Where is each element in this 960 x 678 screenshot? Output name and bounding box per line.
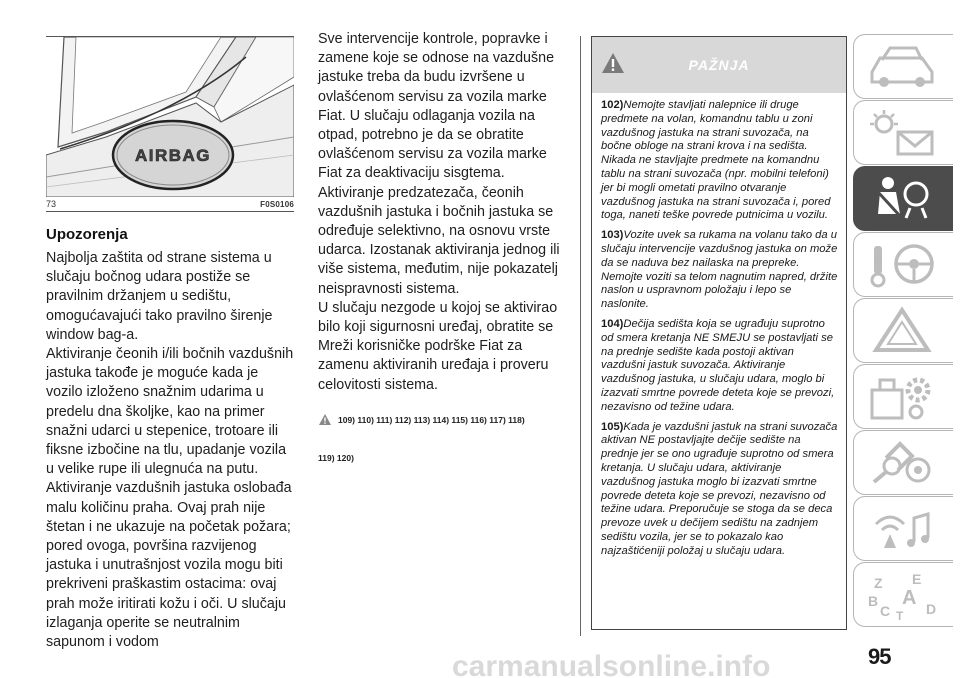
tab-seatbelt-airbag[interactable] xyxy=(853,166,953,231)
warning-item xyxy=(601,99,838,223)
paragraph: Sve intervencije kontrole, popravke i zamene koje se odnose na vazdušne jastuke treba da budu izvršene u ovlašćenom servisu za vozila marke Fiat. U slučaju odlaganja vozila na otpad, potrebno je da se obratite ovlašćenom servisu za vozila marke Fiat za deaktivaciju sisgtema. xyxy=(318,31,555,182)
figure-caption xyxy=(46,197,294,212)
column2-body-text xyxy=(318,30,570,395)
warning-item-number: 104) xyxy=(601,317,624,330)
svg-text:T: T xyxy=(896,609,904,620)
column1-body-text xyxy=(46,249,296,652)
airbag-badge-text: AIRBAG xyxy=(134,146,212,165)
svg-text:A: A xyxy=(902,587,917,609)
index-letters-icon xyxy=(866,570,942,620)
paragraph: U slučaju nezgode u kojoj se aktivirao bilo koji sigurnosni uređaj, obratite se Mreži korisničke podrške Fiat za zamenu aktiviranih uređaja i proveru celovitosti sistema. xyxy=(318,299,558,393)
tab-technical-data[interactable] xyxy=(853,430,953,495)
paragraph: Aktiviranje čeonih i/ili bočnih vazdušnih jastuka takođe je moguće kada je vozilo izloženo snažnim udarima u predelu dna školjke, kao na primer snažni udarci u stepenice, trotoare ili fiksne izbočine na tlu, upadanje vozila u velike rupe ili ulegnuća na putu. xyxy=(46,346,294,478)
svg-text:Z: Z xyxy=(874,575,883,591)
section-title: Upozorenja xyxy=(46,226,128,243)
paragraph: Aktiviranje vazdušnih jastuka oslobađa malu količinu praha. Ovaj prah nije štetan i ne ukazuje na početak požara; pored ovoga, površina razvijenog jastuka i unutrašnjost vozila mogu biti prekriveni praškastim ostacima: ovaj prah može iritirati kožu i oči. U slučaju izlaganja operite se neutralnim sapunom i vodom xyxy=(46,480,292,651)
page-number: 95 xyxy=(868,644,891,669)
airbag-figure xyxy=(46,37,294,197)
left-column xyxy=(46,36,296,652)
warning-item xyxy=(601,421,838,559)
multimedia-icon xyxy=(866,504,942,554)
tab-emergency[interactable] xyxy=(853,298,953,363)
warning-box-title: PAŽNJA xyxy=(688,57,750,73)
warning-item-number: 102) xyxy=(601,99,624,111)
warning-item-number: 103) xyxy=(601,229,624,242)
tab-maintenance[interactable] xyxy=(853,364,953,429)
reference-numbers-line2: 119) 120) xyxy=(318,452,354,463)
tab-warning-lights[interactable] xyxy=(853,100,953,165)
key-steering-icon xyxy=(866,240,942,290)
figure-code: F0S0106 xyxy=(260,200,294,209)
warning-box xyxy=(591,36,847,630)
tab-multimedia[interactable] xyxy=(853,496,953,561)
reference-list xyxy=(318,407,570,465)
svg-text:B: B xyxy=(868,593,879,609)
warning-item-text: Kada je vazdušni jastuk na strani suvozača aktivan NE postavljajte dečije sedište na prednje jer se ono ugrađuje suprotno od smera kretanja. U slučaju udara, aktiviranje vazdušnog jastuka moglo bi izazvati smrtne povrede deteta koje se prevozi, nezavisno od težine udara. Preporučuje se stoga da se deca prevoze uvek u dečijem sedištu na zadnjem sedištu vozila, jer se to pokazalo kao najzaštićeniji položaj u slučaju udara. xyxy=(601,420,838,557)
tab-key-steering[interactable] xyxy=(853,232,953,297)
car-dashboard-icon xyxy=(866,42,942,92)
tab-index[interactable] xyxy=(853,562,953,627)
emergency-triangle-icon xyxy=(866,306,942,356)
svg-text:D: D xyxy=(926,601,937,617)
maintenance-gears-icon xyxy=(866,372,942,422)
warning-item xyxy=(601,229,838,312)
svg-text:E: E xyxy=(912,571,922,587)
warning-lights-icon xyxy=(866,108,942,158)
column-divider xyxy=(580,36,581,636)
chapter-tab-bar xyxy=(853,34,953,628)
middle-column xyxy=(318,30,570,465)
reference-numbers-line1: 109) 110) 111) 112) 113) 114) 115) 116) 117) 118) xyxy=(338,414,525,425)
watermark: carmanualsonline.info xyxy=(452,650,771,678)
paragraph: Aktiviranje predzatezača, čeonih vazdušnih jastuka i bočnih jastuka se određuje selektivno, na osnovu vrste udarca. Izostanak aktiviranja jednog ili više sistema, međutim, nije pokazatelj neispravnosti sistema. xyxy=(318,184,560,297)
warning-item-number: 105) xyxy=(601,420,624,433)
svg-text:C: C xyxy=(880,603,891,619)
warning-item-text: Nemojte stavljati nalepnice ili druge predmete na volan, komandnu tablu u zoni vazdušnog jastuka na strani suvozača, na bočne obloge na strani krova i na sedišta. Nikada ne stavljajte predmete na komandnu tablu na strani suvozača (npr. mobilni telefoni) jer bi mogli ometati pravilno otvaranje vazdušnog jastuka na strani suvozača i, pored toga, naneti teške povrede putnicima u vozilu. xyxy=(601,99,831,222)
car-door-illustration xyxy=(46,37,294,197)
warning-item-text: Dečija sedišta koja se ugrađuju suprotno od smera kretanja NE SMEJU se postavljati se na prednje sedište kada postoji aktivan vazdušni jastuk suvozača. Aktiviranje vazdušnog jastuka, u slučaju udara, moglo bi izazvati smrtne povrede deteta koje se prevozi, nezavisno od težine udara. xyxy=(601,317,835,413)
paragraph: Najbolja zaštita od strane sistema u slučaju bočnog udara postiže se pravilnim držanjem u sedištu, omogućavajući tako pravilno širenje window bag-a. xyxy=(46,250,273,343)
technical-data-icon xyxy=(866,438,942,488)
warning-box-header xyxy=(592,37,846,93)
warning-item-text: Vozite uvek sa rukama na volanu tako da u slučaju intervencije vazdušnog jastuka on može da se naduva bez nailaska na prepreke. Nemojte voziti sa telom nagnutim napred, držite naslon u uspravnom položaju i lepo se naslonite. xyxy=(601,229,838,311)
figure-number: 73 xyxy=(46,199,57,209)
warning-item xyxy=(601,318,838,415)
seatbelt-airbag-icon xyxy=(866,174,942,224)
tab-car-dashboard[interactable] xyxy=(853,34,953,99)
warning-triangle-icon xyxy=(318,413,332,426)
warning-items xyxy=(592,93,846,559)
